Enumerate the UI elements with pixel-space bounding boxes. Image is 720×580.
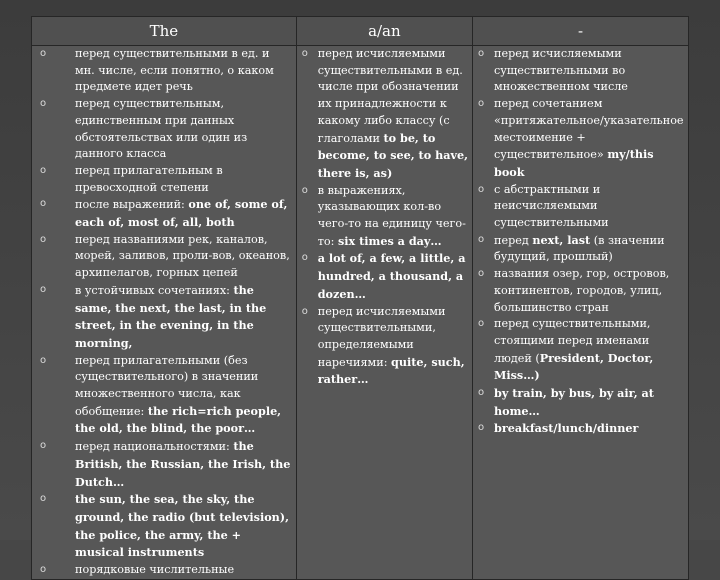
rule-example-text: President, Doctor, Miss…) [494,350,654,383]
bullet-icon: o [478,318,485,330]
rule-item-a-an [297,250,472,303]
rule-item-zero-article [473,182,688,232]
bullet-icon: o [40,164,47,176]
rule-text: названия озер, гор, островов, континентов, городов, улиц, большинство стран [494,267,670,314]
rule-item-the [32,163,296,196]
rule-item-zero-article [473,385,688,420]
rule-text: в выражениях, указывающих кол-во чего-то на единицу чего-то: [317,183,466,248]
rule-text: перед прилагательными (без существительного) в значении множественного числа, как обобщение: [75,353,259,418]
rule-text: в устойчивых сочетаниях: [75,283,234,297]
bullet-icon: o [40,493,47,505]
rule-text: перед названиями рек, каналов, морей, заливов, проли-вов, океанов, архипелагов, горных цепей [75,232,290,280]
rule-item-zero-article [473,232,688,266]
rule-item-the [32,438,296,491]
header-zero-article: - [473,17,689,46]
rule-text: перед прилагательным в превосходной степени [75,163,223,194]
column-zero-article [473,46,689,580]
rule-text: перед сочетанием «притяжательное/указательное местоимение + существительное» [494,97,684,162]
rule-example-text: to be, to become, to see, to have, there is, as) [317,130,468,180]
rule-example-text: a lot of, a few, a little, a hundred, a thousand, a dozen… [317,251,466,301]
bullet-icon: o [301,305,308,317]
rule-item-a-an [297,183,472,251]
rule-item-the [32,96,296,163]
rule-text: с абстрактными и неисчисляемыми существительными [494,182,609,230]
rule-text: перед существительными в ед. и мн. числе, если понятно, о каком предмете идет речь [75,47,274,94]
rule-text: перед национальностями: [75,440,234,454]
list-zero-article [473,46,688,438]
rule-example-text: one of, some of, each of, most of, all, both [75,197,288,230]
bullet-icon: o [40,440,47,452]
rule-item-the [32,196,296,231]
bullet-icon: o [40,354,47,366]
rule-item-the [32,353,296,439]
rule-example-text: the rich=rich people, the old, the blind, the poor… [75,403,282,436]
rule-item-a-an [297,46,472,183]
rule-text: перед [494,233,533,247]
rule-example-text: by train, by bus, by air, at home… [494,386,654,418]
rule-example-text: the British, the Russian, the Irish, the Dutch… [75,439,291,489]
bullet-icon: o [301,48,308,59]
rule-example-text: next, last [532,232,591,247]
rule-item-zero-article [473,316,688,385]
bullet-icon: o [40,233,47,245]
rule-item-zero-article [473,420,688,438]
column-a-an [296,46,472,580]
list-a-an [297,46,472,389]
rule-example-text: six times a day… [338,233,442,248]
rule-text: перед существительными, стоящими перед именами людей ( [494,317,651,365]
rule-text: перед исчисляемыми существительными в ед. числе при обозначении их принадлежности к какому либо классу (с глаголами [317,47,463,145]
rule-item-the [32,282,296,353]
rule-example-text: the same, the next, the last, in the street, in the evening, in the morning, [75,282,267,350]
rule-text: (в значении будущий, прошлый) [494,233,665,264]
rule-text: перед существительным, единственным при данных обстоятельствах или один из данного класса [75,97,248,161]
header-the: The [32,17,297,46]
rule-example-text: quite, such, rather… [317,354,465,387]
bullet-icon: o [478,48,485,59]
bullet-icon: o [478,268,485,280]
articles-table [31,16,689,580]
rule-item-zero-article [473,46,688,96]
rule-example-text: the sun, the sea, the sky, the ground, the radio (but television), the police, the army, the + musical instruments [75,492,289,560]
rule-item-a-an [297,304,472,390]
rule-text: перед исчисляемыми существительными, определяемыми наречиями: [317,304,446,369]
rule-text: перед исчисляемыми существительными во множественном числе [494,47,628,94]
rule-item-zero-article [473,266,688,316]
rule-item-the [32,46,296,96]
rule-item-the [32,232,296,282]
rule-item-zero-article [473,96,688,182]
rule-text: после выражений: [75,198,189,212]
rule-item-the [32,491,296,562]
bullet-icon: o [478,422,485,434]
column-the [32,46,297,580]
rule-item-the [32,562,296,579]
bullet-icon: o [478,98,485,110]
rule-text: порядковые числительные [75,563,235,577]
bullet-icon: o [40,98,47,110]
bullet-icon: o [40,564,47,576]
header-a-an: a/an [296,17,472,46]
bullet-icon: o [40,198,47,210]
rule-example-text: breakfast/lunch/dinner [494,421,639,436]
rule-example-text: my/this book [494,147,654,179]
list-the [32,46,296,579]
bullet-icon: o [40,283,47,295]
bullet-icon: o [478,183,485,195]
bullet-icon: o [301,252,308,264]
bullet-icon: o [301,184,308,196]
bullet-icon: o [478,387,485,399]
bullet-icon: o [40,48,47,59]
bullet-icon: o [478,233,485,245]
